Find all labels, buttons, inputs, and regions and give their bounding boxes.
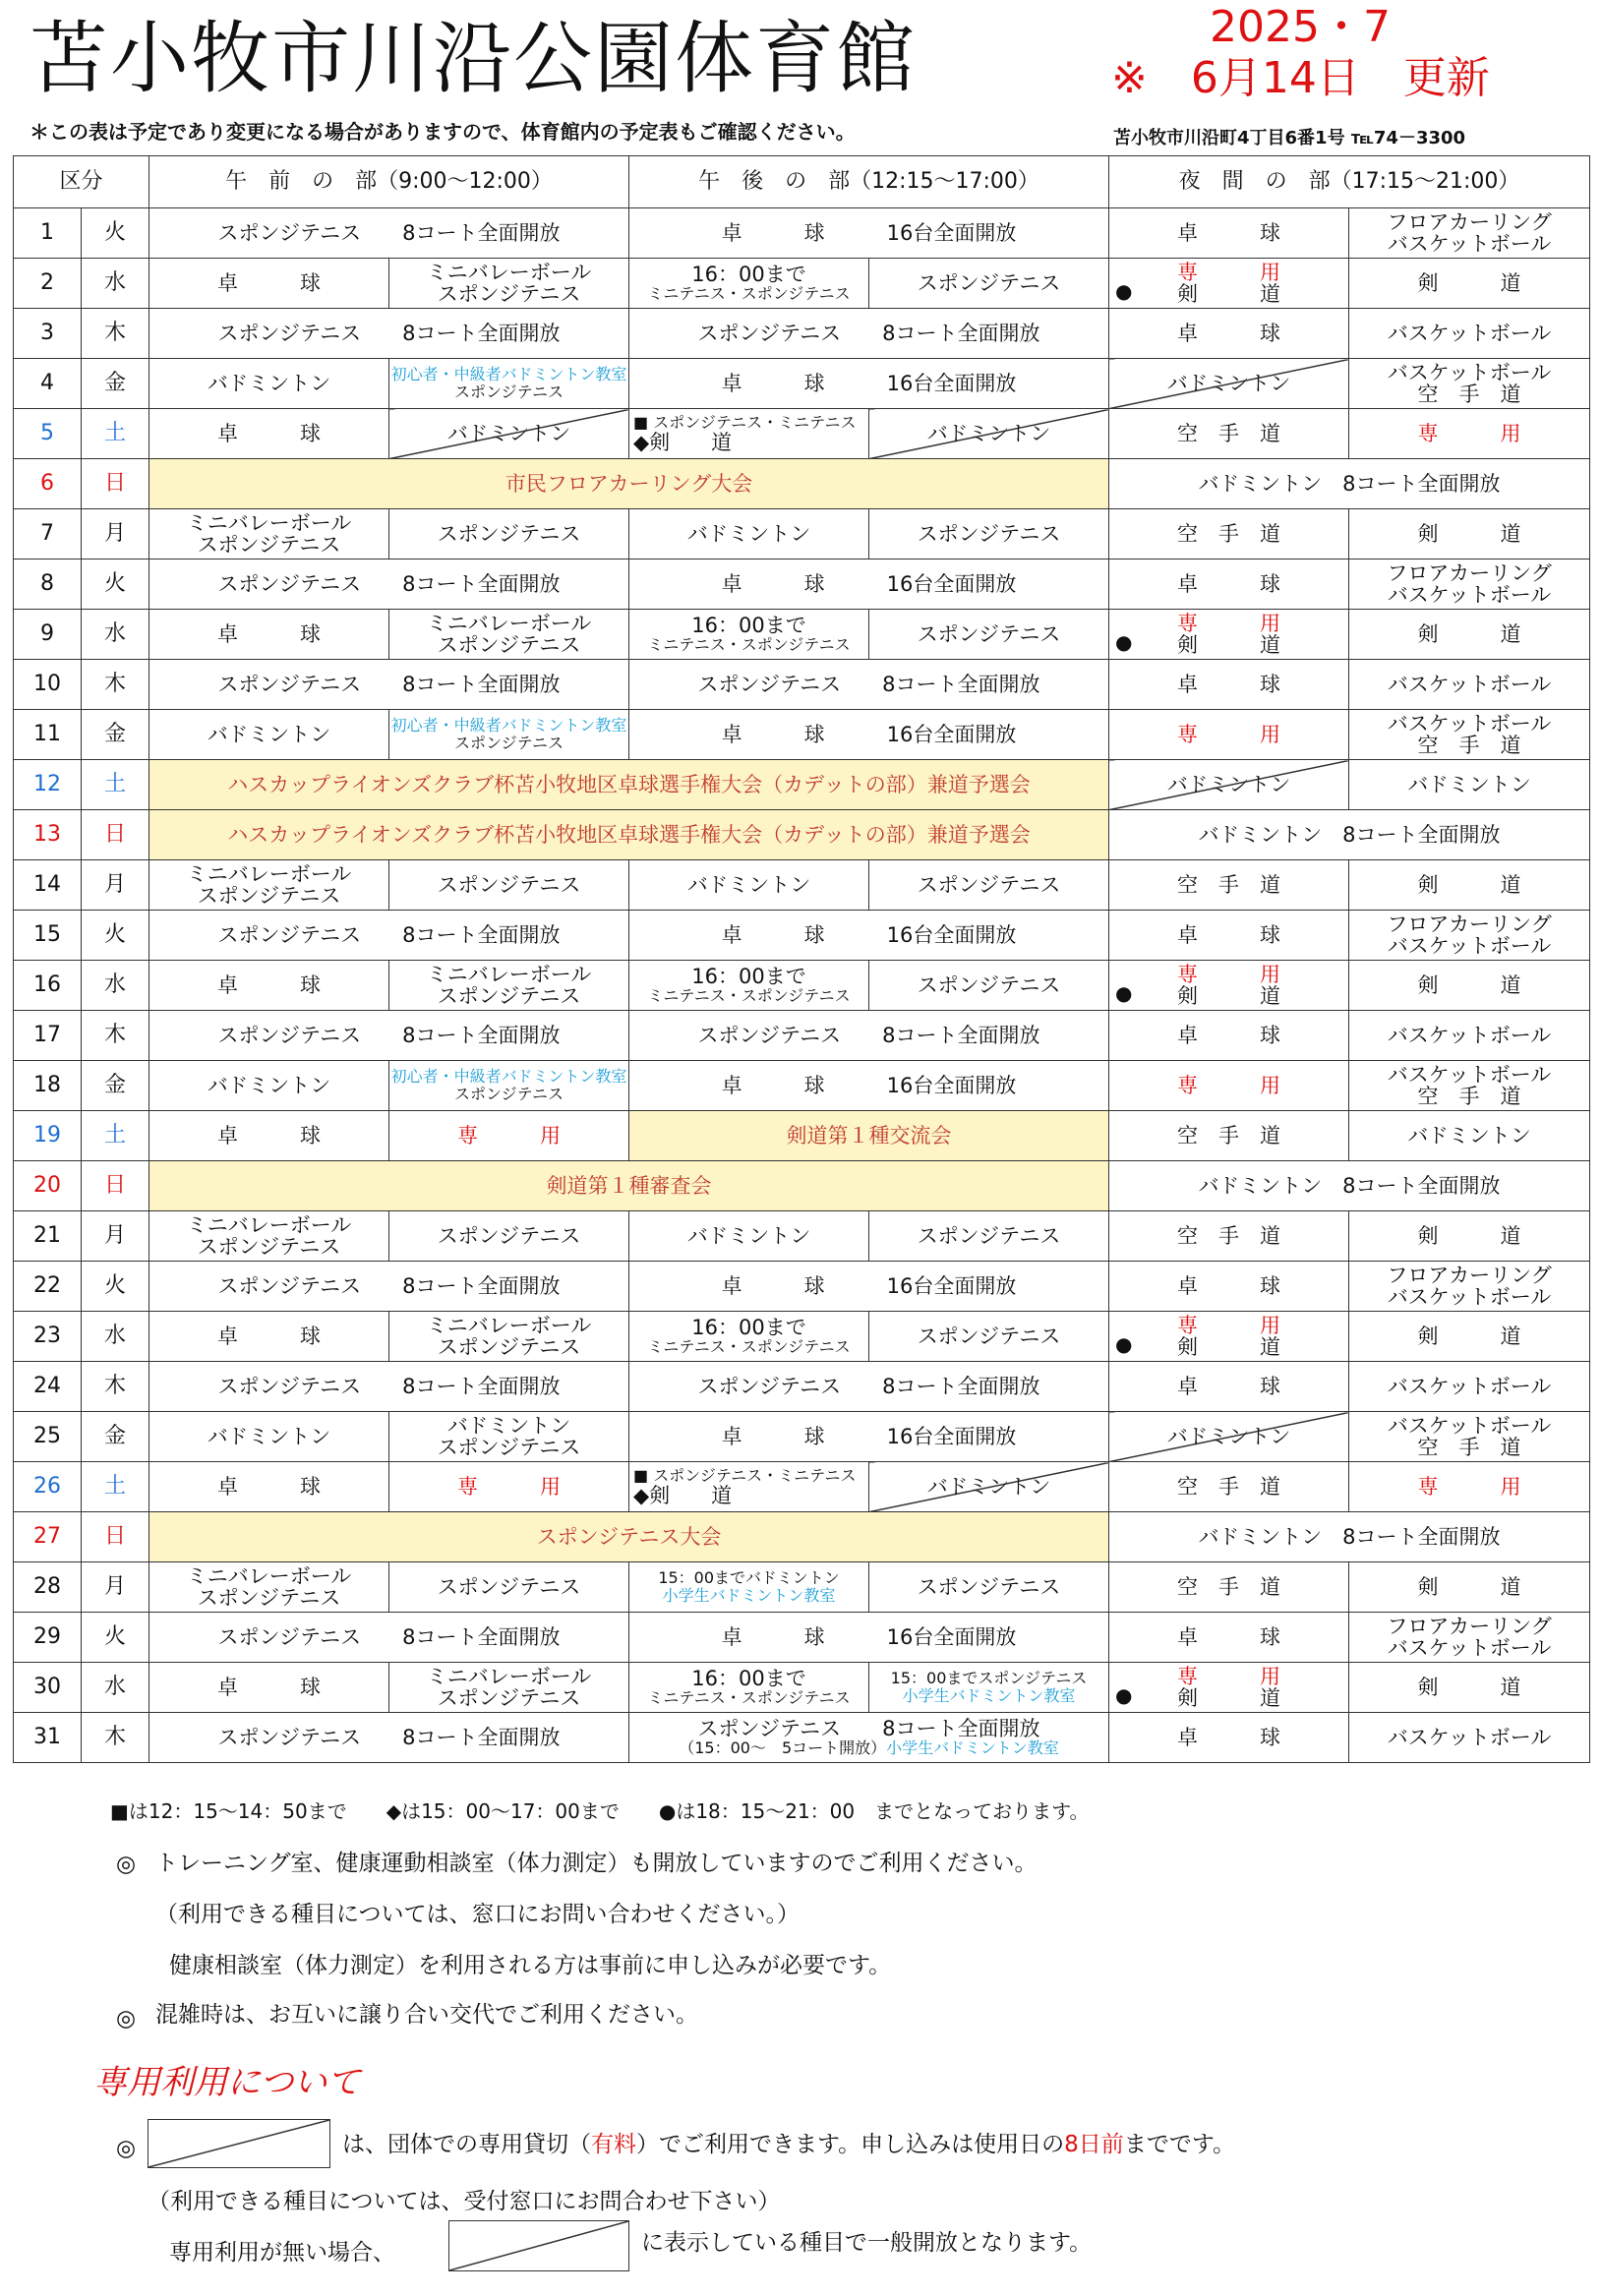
info-line-1: トレーニング室、健康運動相談室（体力測定）も開放していますのでご利用ください。: [155, 1851, 1038, 1876]
night-cell: バスケットボール 空 手 道: [1349, 710, 1590, 760]
day-number: 22: [14, 1262, 82, 1312]
weekday: 金: [82, 1061, 149, 1111]
night-cell: 空 手 道: [1109, 509, 1349, 559]
day-number: 7: [14, 509, 82, 559]
info-line-4: 混雑時は、お互いに譲り合い交代でご利用ください。: [155, 2002, 698, 2028]
night-cell: 専 用: [1349, 409, 1590, 459]
night-cell: フロアカーリング バスケットボール: [1349, 911, 1590, 961]
day-number: 24: [14, 1362, 82, 1412]
night-cell: 専 用: [1349, 1462, 1590, 1512]
day-number: 19: [14, 1111, 82, 1161]
pm-cell-senyo: バドミントン: [869, 409, 1109, 459]
night-cell: 卓 球: [1109, 559, 1349, 610]
table-row: [14, 961, 1590, 1011]
weekday: 木: [82, 309, 149, 359]
col-am: 午 前 の 部（9:00～12:00）: [149, 156, 629, 208]
am-cell: 卓 球: [149, 961, 389, 1011]
am-cell: ミニバレーボール スポンジテニス: [389, 1663, 629, 1713]
weekday: 木: [82, 1011, 149, 1061]
table-row: [14, 1362, 1590, 1412]
night-cell: 専 用: [1109, 710, 1349, 760]
am-cell: スポンジテニス 8コート全面開放: [149, 911, 629, 961]
weekday: 金: [82, 359, 149, 409]
event-cell: 剣道第１種交流会: [629, 1111, 1109, 1161]
day-number: 27: [14, 1512, 82, 1562]
pm-cell: 卓 球 16台全面開放: [629, 208, 1109, 259]
table-row: [14, 760, 1590, 810]
night-cell: 剣 道: [1349, 1312, 1590, 1362]
am-cell: スポンジテニス 8コート全面開放: [149, 309, 629, 359]
table-row: [14, 1061, 1590, 1111]
pm-cell: ■ スポンジテニス・ミニテニス ◆剣 道: [629, 409, 869, 459]
bullet-mark: ◎: [116, 2136, 137, 2161]
col-night: 夜 間 の 部（17:15～21:00）: [1109, 156, 1590, 208]
info-line-2: （利用できる種目については、窓口にお問い合わせください。）: [155, 1902, 801, 1927]
event-cell: 市民フロアカーリング大会: [149, 459, 1109, 509]
table-row: [14, 509, 1590, 559]
pm-cell: 卓 球 16台全面開放: [629, 710, 1109, 760]
bullet-mark: ◎: [116, 2006, 137, 2031]
am-cell: ミニバレーボール スポンジテニス: [389, 961, 629, 1011]
night-cell: バスケットボール: [1349, 1011, 1590, 1061]
am-cell: スポンジテニス: [389, 1562, 629, 1613]
day-number: 12: [14, 760, 82, 810]
table-row: [14, 1262, 1590, 1312]
pm-cell: 卓 球 16台全面開放: [629, 911, 1109, 961]
night-cell: 専 用: [1109, 1061, 1349, 1111]
pm-cell: バドミントン: [629, 509, 869, 559]
table-row: [14, 1412, 1590, 1462]
weekday: 月: [82, 1211, 149, 1262]
day-number: 1: [14, 208, 82, 259]
night-cell: バドミントン 8コート全面開放: [1109, 1512, 1590, 1562]
weekday: 金: [82, 1412, 149, 1462]
night-cell: バスケットボール: [1349, 309, 1590, 359]
table-row: [14, 860, 1590, 911]
am-cell: ミニバレーボール スポンジテニス: [149, 1211, 389, 1262]
day-number: 9: [14, 610, 82, 660]
table-row: [14, 1663, 1590, 1713]
am-cell: バドミントン: [149, 710, 389, 760]
pm-cell: 16：00まで ミニテニス・スポンジテニス: [629, 1312, 869, 1362]
weekday: 火: [82, 559, 149, 610]
am-cell: 卓 球: [149, 409, 389, 459]
night-cell: バスケットボール: [1349, 1362, 1590, 1412]
night-cell: 卓 球: [1109, 1262, 1349, 1312]
pm-cell-senyo: バドミントン: [869, 1462, 1109, 1512]
pm-cell: スポンジテニス 8コート全面開放: [629, 660, 1109, 710]
night-cell: バドミントン: [1349, 1111, 1590, 1161]
night-cell: バドミントン 8コート全面開放: [1109, 810, 1590, 860]
night-cell: バスケットボール: [1349, 1713, 1590, 1763]
table-row: [14, 1562, 1590, 1613]
table-row: [14, 911, 1590, 961]
pm-cell: スポンジテニス 8コート全面開放 （15：00～ 5コート開放）小学生バドミントン教室: [629, 1713, 1109, 1763]
day-number: 13: [14, 810, 82, 860]
am-cell: ミニバレーボール スポンジテニス: [389, 259, 629, 309]
weekday: 月: [82, 1562, 149, 1613]
weekday: 木: [82, 1713, 149, 1763]
night-cell: フロアカーリング バスケットボール: [1349, 1262, 1590, 1312]
night-cell: 剣 道: [1349, 860, 1590, 911]
night-cell: 空 手 道: [1109, 1111, 1349, 1161]
day-number: 21: [14, 1211, 82, 1262]
night-cell: 専 用 剣 道 ●: [1109, 961, 1349, 1011]
night-cell: 卓 球: [1109, 1362, 1349, 1412]
day-number: 10: [14, 660, 82, 710]
am-cell: 卓 球: [149, 610, 389, 660]
am-cell: バドミントン: [149, 1061, 389, 1111]
day-number: 28: [14, 1562, 82, 1613]
night-cell: 剣 道: [1349, 509, 1590, 559]
senyo-open: に表示している種目で一般開放となります。: [641, 2230, 1093, 2256]
day-number: 26: [14, 1462, 82, 1512]
am-cell: 卓 球: [149, 1312, 389, 1362]
am-cell: スポンジテニス 8コート全面開放: [149, 660, 629, 710]
senyo-sample-box: [448, 2220, 629, 2271]
table-row: [14, 1111, 1590, 1161]
night-cell: バドミントン 8コート全面開放: [1109, 1161, 1590, 1211]
day-number: 11: [14, 710, 82, 760]
night-cell: バスケットボール 空 手 道: [1349, 359, 1590, 409]
pm-cell: 卓 球 16台全面開放: [629, 359, 1109, 409]
weekday: 日: [82, 1161, 149, 1211]
night-cell: フロアカーリング バスケットボール: [1349, 208, 1590, 259]
night-cell-senyo: バドミントン: [1109, 1412, 1349, 1462]
pm-cell: バドミントン: [629, 1211, 869, 1262]
schedule-table: [13, 155, 1590, 1763]
senyo-note: （利用できる種目については、受付窓口にお問合わせ下さい）: [148, 2189, 781, 2214]
table-row: [14, 1211, 1590, 1262]
am-cell: スポンジテニス 8コート全面開放: [149, 1713, 629, 1763]
night-cell: 剣 道: [1349, 961, 1590, 1011]
night-cell: 卓 球: [1109, 208, 1349, 259]
day-number: 16: [14, 961, 82, 1011]
table-row: [14, 1713, 1590, 1763]
pm-cell: スポンジテニス: [869, 860, 1109, 911]
night-cell: 卓 球: [1109, 660, 1349, 710]
day-number: 15: [14, 911, 82, 961]
table-row: [14, 208, 1590, 259]
day-number: 18: [14, 1061, 82, 1111]
day-number: 14: [14, 860, 82, 911]
weekday: 土: [82, 1462, 149, 1512]
col-pm: 午 後 の 部（12:15～17:00）: [629, 156, 1109, 208]
senyo-sample-box: [148, 2119, 330, 2168]
bullet-mark: ◎: [116, 1852, 137, 1877]
night-cell: 剣 道: [1349, 1562, 1590, 1613]
am-cell: 卓 球: [149, 1111, 389, 1161]
table-row: [14, 459, 1590, 509]
weekday: 土: [82, 1111, 149, 1161]
table-row: [14, 1512, 1590, 1562]
address-text: 苫小牧市川沿町4丁目6番1号 ℡74－3300: [1113, 128, 1466, 148]
am-cell: スポンジテニス 8コート全面開放: [149, 559, 629, 610]
am-cell: スポンジテニス: [389, 1211, 629, 1262]
table-row: [14, 309, 1590, 359]
senyo-no-use: 専用利用が無い場合、: [169, 2240, 395, 2266]
weekday: 金: [82, 710, 149, 760]
night-cell: 卓 球: [1109, 1613, 1349, 1663]
weekday: 水: [82, 1312, 149, 1362]
am-cell: スポンジテニス 8コート全面開放: [149, 1613, 629, 1663]
pm-cell: スポンジテニス: [869, 1562, 1109, 1613]
night-cell: 剣 道: [1349, 259, 1590, 309]
day-number: 2: [14, 259, 82, 309]
table-row: [14, 710, 1590, 760]
weekday: 木: [82, 1362, 149, 1412]
day-number: 3: [14, 309, 82, 359]
page-title: 苫小牧市川沿公園体育館: [30, 13, 917, 104]
pm-cell: 卓 球 16台全面開放: [629, 559, 1109, 610]
day-number: 6: [14, 459, 82, 509]
table-row: [14, 1613, 1590, 1663]
night-cell: フロアカーリング バスケットボール: [1349, 1613, 1590, 1663]
pm-cell: 卓 球 16台全面開放: [629, 1613, 1109, 1663]
pm-cell: スポンジテニス 8コート全面開放: [629, 1362, 1109, 1412]
pm-cell: 16：00まで ミニテニス・スポンジテニス: [629, 1663, 869, 1713]
table-row: [14, 1462, 1590, 1512]
day-number: 30: [14, 1663, 82, 1713]
update-date: ※ 6月14日 更新: [1111, 53, 1490, 103]
am-cell: 卓 球: [149, 259, 389, 309]
table-row: [14, 1312, 1590, 1362]
am-cell: バドミントン スポンジテニス: [389, 1412, 629, 1462]
am-cell: バドミントン: [149, 359, 389, 409]
weekday: 日: [82, 1512, 149, 1562]
night-cell: バドミントン 8コート全面開放: [1109, 459, 1590, 509]
pm-cell: スポンジテニス: [869, 610, 1109, 660]
weekday: 水: [82, 961, 149, 1011]
night-cell: フロアカーリング バスケットボール: [1349, 559, 1590, 610]
am-cell: ミニバレーボール スポンジテニス: [149, 509, 389, 559]
night-cell: 卓 球: [1109, 911, 1349, 961]
weekday: 木: [82, 660, 149, 710]
day-number: 4: [14, 359, 82, 409]
am-cell: 専 用: [389, 1111, 629, 1161]
pm-cell: スポンジテニス: [869, 509, 1109, 559]
night-cell: 剣 道: [1349, 610, 1590, 660]
weekday: 火: [82, 1613, 149, 1663]
day-number: 29: [14, 1613, 82, 1663]
pm-cell: 卓 球 16台全面開放: [629, 1262, 1109, 1312]
am-cell: スポンジテニス 8コート全面開放: [149, 1362, 629, 1412]
weekday: 日: [82, 810, 149, 860]
night-cell: 専 用 剣 道 ●: [1109, 1663, 1349, 1713]
weekday: 火: [82, 208, 149, 259]
night-cell: バスケットボール 空 手 道: [1349, 1061, 1590, 1111]
table-row: [14, 359, 1590, 409]
weekday: 火: [82, 911, 149, 961]
day-number: 31: [14, 1713, 82, 1763]
night-cell: 剣 道: [1349, 1663, 1590, 1713]
am-cell: 初心者・中級者バドミントン教室 スポンジテニス: [389, 1061, 629, 1111]
am-cell: スポンジテニス: [389, 860, 629, 911]
pm-cell: 卓 球 16台全面開放: [629, 1412, 1109, 1462]
pm-cell: スポンジテニス: [869, 259, 1109, 309]
weekday: 水: [82, 259, 149, 309]
event-cell: 剣道第１種審査会: [149, 1161, 1109, 1211]
pm-cell: スポンジテニス: [869, 1312, 1109, 1362]
info-line-3: 健康相談室（体力測定）を利用される方は事前に申し込みが必要です。: [169, 1953, 892, 1978]
event-cell: ハスカップライオンズクラブ杯苫小牧地区卓球選手権大会（カデットの部）兼道予選会: [149, 760, 1109, 810]
am-cell: スポンジテニス: [389, 509, 629, 559]
month-label: 2025・7: [1210, 2, 1391, 52]
am-cell: 初心者・中級者バドミントン教室 スポンジテニス: [389, 359, 629, 409]
pm-cell: スポンジテニス 8コート全面開放: [629, 1011, 1109, 1061]
pm-cell: 15：00までバドミントン 小学生バドミントン教室: [629, 1562, 869, 1613]
day-number: 8: [14, 559, 82, 610]
am-cell: ミニバレーボール スポンジテニス: [149, 860, 389, 911]
table-row: [14, 660, 1590, 710]
pm-cell: 16：00まで ミニテニス・スポンジテニス: [629, 259, 869, 309]
night-cell: 専 用 剣 道 ●: [1109, 610, 1349, 660]
event-cell: スポンジテニス大会: [149, 1512, 1109, 1562]
night-cell: 空 手 道: [1109, 1462, 1349, 1512]
am-cell: スポンジテニス 8コート全面開放: [149, 208, 629, 259]
weekday: 火: [82, 1262, 149, 1312]
am-cell: 専 用: [389, 1462, 629, 1512]
night-cell: 卓 球: [1109, 309, 1349, 359]
night-cell: 空 手 道: [1109, 409, 1349, 459]
night-cell: 卓 球: [1109, 1011, 1349, 1061]
legend-text: ■は12：15～14：50まで ◆は15：00～17：00まで ●は18：15～21：00 までとなっております。: [110, 1799, 1090, 1823]
pm-cell: スポンジテニス: [869, 1211, 1109, 1262]
day-number: 17: [14, 1011, 82, 1061]
am-cell: ミニバレーボール スポンジテニス: [389, 1312, 629, 1362]
night-cell: バスケットボール: [1349, 660, 1590, 710]
day-number: 25: [14, 1412, 82, 1462]
day-number: 20: [14, 1161, 82, 1211]
pm-cell: 16：00まで ミニテニス・スポンジテニス: [629, 961, 869, 1011]
night-cell: バドミントン: [1349, 760, 1590, 810]
pm-cell: 15：00までスポンジテニス 小学生バドミントン教室: [869, 1663, 1109, 1713]
am-cell: ミニバレーボール スポンジテニス: [389, 610, 629, 660]
table-row: [14, 810, 1590, 860]
table-row: [14, 259, 1590, 309]
col-kubun: 区分: [14, 156, 149, 208]
am-cell: スポンジテニス 8コート全面開放: [149, 1262, 629, 1312]
am-cell-senyo: バドミントン: [389, 409, 629, 459]
weekday: 日: [82, 459, 149, 509]
pm-cell: スポンジテニス 8コート全面開放: [629, 309, 1109, 359]
table-row: [14, 409, 1590, 459]
am-cell: スポンジテニス 8コート全面開放: [149, 1011, 629, 1061]
weekday: 土: [82, 409, 149, 459]
pm-cell: 16：00まで ミニテニス・スポンジテニス: [629, 610, 869, 660]
table-row: [14, 610, 1590, 660]
night-cell-senyo: バドミントン: [1109, 359, 1349, 409]
night-cell: 専 用 剣 道 ●: [1109, 1312, 1349, 1362]
header-row: [14, 156, 1590, 208]
am-cell: バドミントン: [149, 1412, 389, 1462]
notice-text: ＊この表は予定であり変更になる場合がありますので、体育館内の予定表もご確認ください。: [30, 120, 856, 144]
night-cell: 空 手 道: [1109, 1562, 1349, 1613]
am-cell: 初心者・中級者バドミントン教室 スポンジテニス: [389, 710, 629, 760]
weekday: 水: [82, 1663, 149, 1713]
table-row: [14, 1161, 1590, 1211]
event-cell: ハスカップライオンズクラブ杯苫小牧地区卓球選手権大会（カデットの部）兼道予選会: [149, 810, 1109, 860]
night-cell-senyo: バドミントン: [1109, 760, 1349, 810]
weekday: 水: [82, 610, 149, 660]
day-number: 5: [14, 409, 82, 459]
am-cell: ミニバレーボール スポンジテニス: [149, 1562, 389, 1613]
am-cell: 卓 球: [149, 1663, 389, 1713]
pm-cell: スポンジテニス: [869, 961, 1109, 1011]
pm-cell: 卓 球 16台全面開放: [629, 1061, 1109, 1111]
night-cell: 専 用 剣 道 ●: [1109, 259, 1349, 309]
night-cell: 空 手 道: [1109, 860, 1349, 911]
section-title: 専用利用について: [93, 2063, 361, 2102]
weekday: 月: [82, 509, 149, 559]
weekday: 月: [82, 860, 149, 911]
am-cell: 卓 球: [149, 1462, 389, 1512]
pm-cell: ■ スポンジテニス・ミニテニス ◆剣 道: [629, 1462, 869, 1512]
day-number: 23: [14, 1312, 82, 1362]
senyo-desc: は、団体での専用貸切（有料）でご利用できます。申し込みは使用日の8日前までです。: [342, 2132, 1235, 2157]
night-cell: バスケットボール 空 手 道: [1349, 1412, 1590, 1462]
table-row: [14, 559, 1590, 610]
night-cell: 卓 球: [1109, 1713, 1349, 1763]
weekday: 土: [82, 760, 149, 810]
night-cell: 剣 道: [1349, 1211, 1590, 1262]
pm-cell: バドミントン: [629, 860, 869, 911]
night-cell: 空 手 道: [1109, 1211, 1349, 1262]
table-row: [14, 1011, 1590, 1061]
